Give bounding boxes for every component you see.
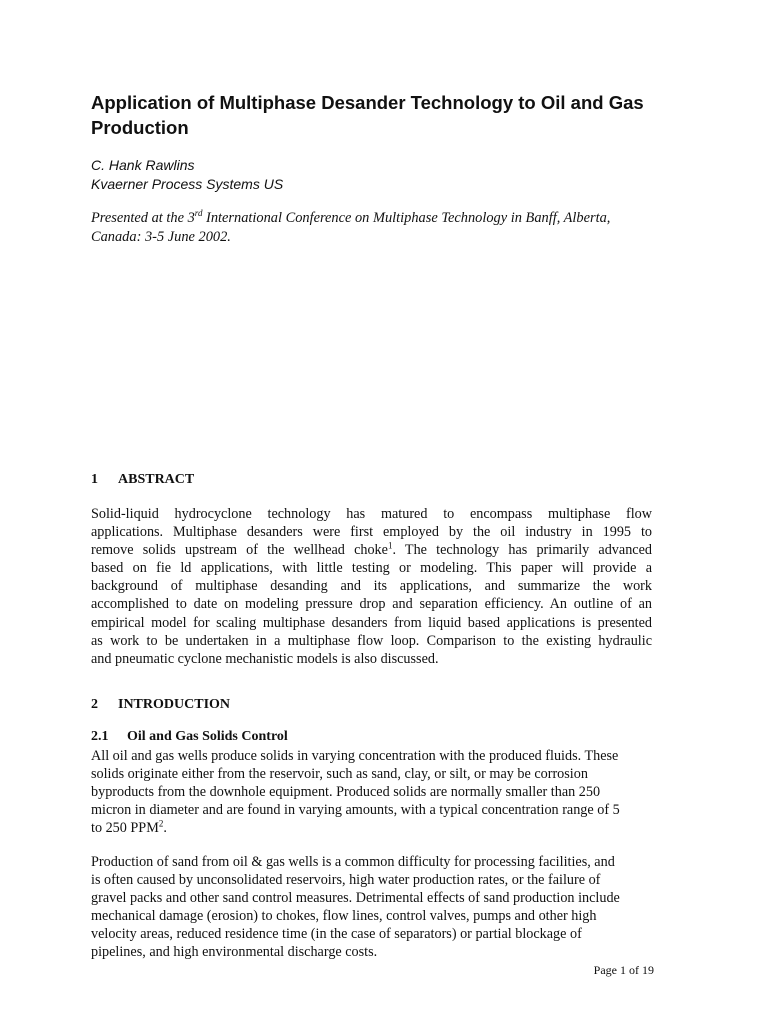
section-title: ABSTRACT xyxy=(118,472,195,487)
section-title: INTRODUCTION xyxy=(118,697,231,712)
introduction-paragraph-1 xyxy=(91,747,652,837)
text-line: solids originate either from the reservoir, such as sand, clay, or silt, or may be corrosion xyxy=(91,766,588,783)
text-line: Production of sand from oil & gas wells is a common difficulty for processing facilities, and xyxy=(91,854,615,870)
author-name: C. Hank Rawlins xyxy=(91,157,195,173)
section-heading-introduction xyxy=(91,696,230,714)
text-line: pipelines, and high environmental discharge costs. xyxy=(91,944,378,961)
text-line: byproducts from the downhole equipment. Produced solids are normally smaller than 250 xyxy=(91,784,601,801)
text-line: mechanical damage (erosion) to chokes, flow lines, control valves, pumps and other high xyxy=(91,908,597,925)
text-line: Solid-liquid hydrocyclone technology has matured to encompass multiphase flow xyxy=(91,506,652,522)
section-number: 2 xyxy=(91,697,98,712)
subsection-heading xyxy=(91,728,288,746)
text-line: background of multiphase desanding and its applications, and summarize the work xyxy=(91,578,652,595)
text-line: is often caused by unconsolidated reservoirs, high water production rates, or the failure of xyxy=(91,872,601,889)
text-line: as work to be undertaken in a multiphase flow loop. Comparison to the existing hydraulic xyxy=(91,632,652,649)
presented-at-note xyxy=(91,209,691,246)
text-line: velocity areas, reduced residence time (in the case of separators) or partial blockage of xyxy=(91,926,582,943)
text-line: All oil and gas wells produce solids in varying concentration with the produced fluids. These xyxy=(91,748,619,764)
text-line: to 250 PPM$^2$. xyxy=(91,818,167,837)
paper-title: Application of Multiphase Desander Technology to Oil and Gas Production xyxy=(91,92,644,138)
introduction-paragraph-2 xyxy=(91,853,652,962)
text-line: gravel packs and other sand control measures. Detrimental effects of sand production include xyxy=(91,890,620,907)
subsection-title: Oil and Gas Solids Control xyxy=(127,729,288,744)
text-line: remove solids upstream of the wellhead choke$^1$. The technology has primarily advanced xyxy=(91,540,652,559)
abstract-paragraph xyxy=(91,505,652,668)
author-affiliation: Kvaerner Process Systems US xyxy=(91,176,284,192)
text-line: based on fie ld applications, with little testing or modeling. This paper will provide a xyxy=(91,560,652,577)
text-line: and pneumatic cyclone mechanistic models is also discussed. xyxy=(91,650,439,667)
text-line: empirical model for scaling multiphase desanders from liquid based applications is presented xyxy=(91,614,652,631)
page-number: Page 1 of 19 xyxy=(593,963,654,977)
text-line: applications. Multiphase desanders were first employed by the oil industry in 1995 to xyxy=(91,524,652,541)
text-line: accomplished to date on modeling pressure drop and separation efficiency. An outline of an xyxy=(91,596,652,613)
ordinal-superscript: rd xyxy=(194,208,203,219)
presented-line-1: Presented at the 3rd International Conference on Multiphase Technology in Banff, Alberta, xyxy=(91,208,611,226)
author-block xyxy=(91,156,283,194)
footnote-ref: 2 xyxy=(158,818,164,829)
text-line: micron in diameter and are found in varying amounts, with a typical concentration range of 5 xyxy=(91,802,620,819)
section-number: 1 xyxy=(91,472,98,487)
section-heading-abstract xyxy=(91,471,194,489)
subsection-number: 2.1 xyxy=(91,729,109,744)
presented-line-2: Canada: 3-5 June 2002. xyxy=(91,228,231,245)
footnote-ref: 1 xyxy=(387,540,393,551)
